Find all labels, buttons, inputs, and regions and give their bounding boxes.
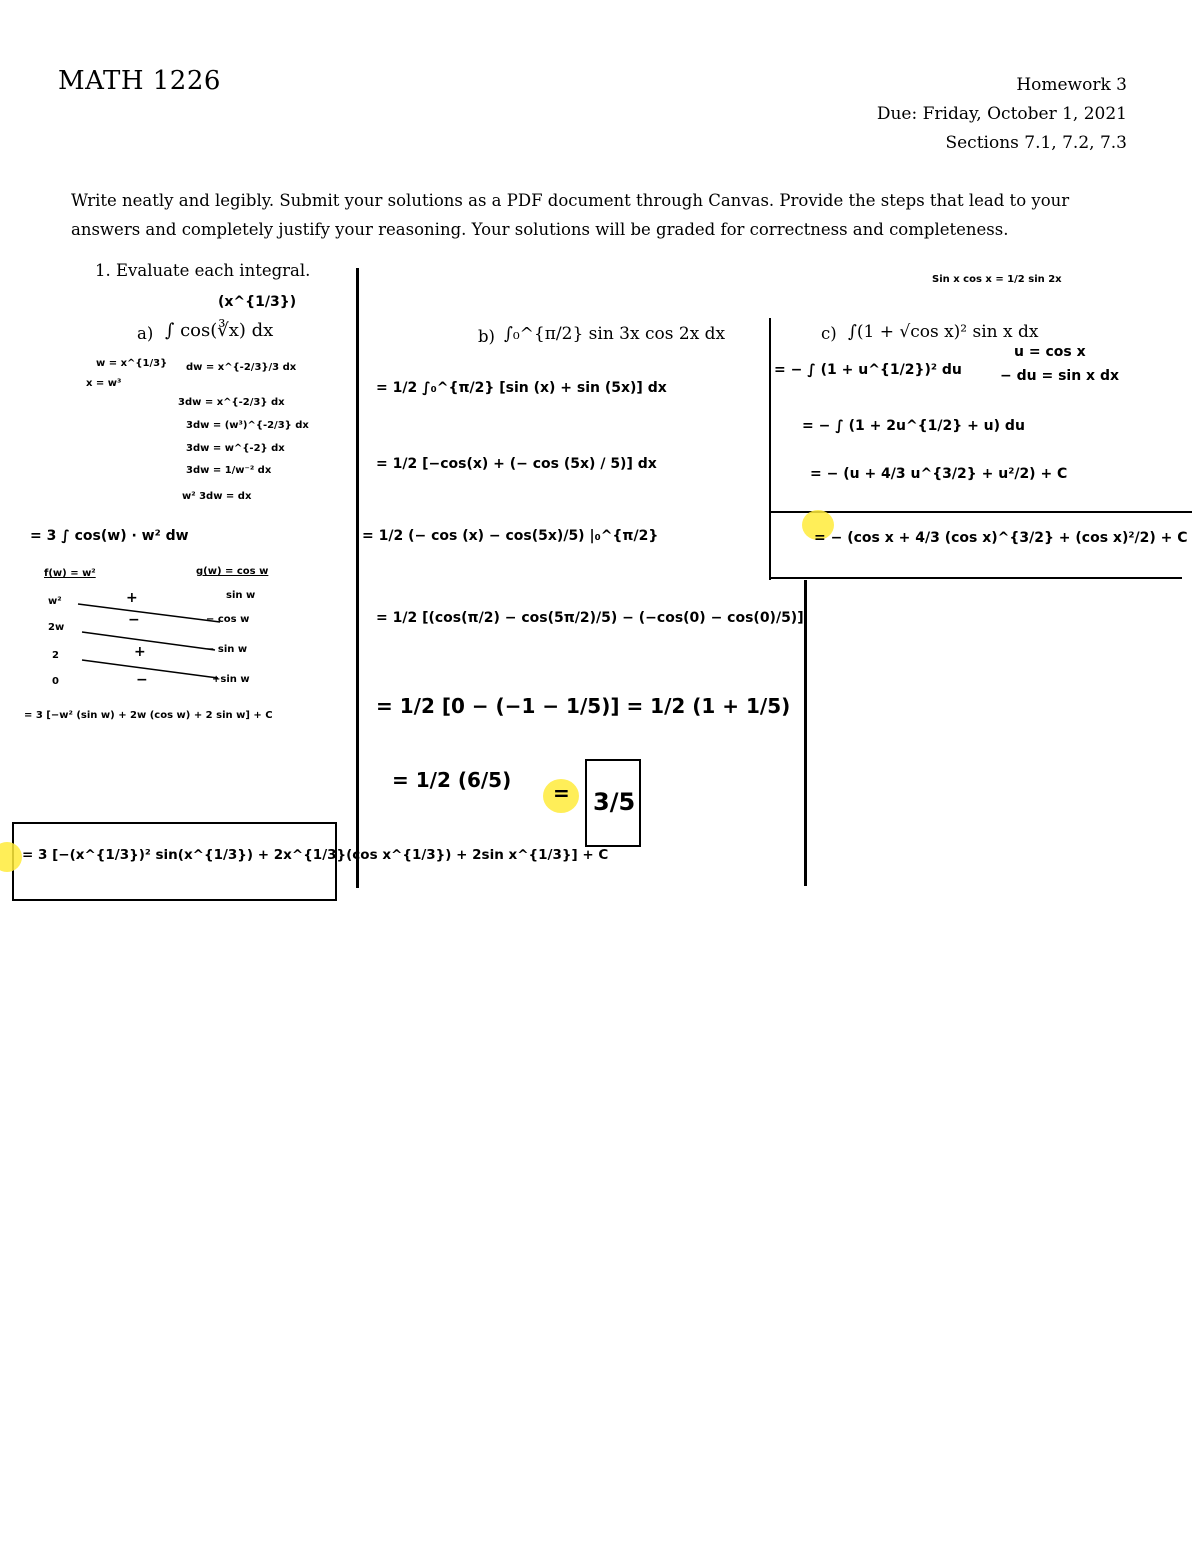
- part-a-sign3: +: [134, 644, 146, 660]
- due-date: Due: Friday, October 1, 2021: [876, 104, 1127, 124]
- part-a-final-answer: = 3 [−(x^{1/3})² sin(x^{1/3}) + 2x^{1/3}(cos x^{1/3}) + 2sin x^{1/3}] + C: [22, 847, 609, 863]
- part-a-sign2: −: [128, 612, 140, 628]
- course-title: MATH 1226: [58, 66, 221, 96]
- part-a-g4: +sin w: [212, 674, 250, 685]
- part-a-note: (x^{1/3}): [218, 294, 297, 310]
- part-a-f1: w²: [48, 596, 62, 607]
- part-a-g-head: g(w) = cos w: [196, 566, 269, 577]
- part-a-integral: ∫ cos(∛x) dx: [165, 320, 274, 341]
- instructions: Write neatly and legibly. Submit your solutions as a PDF document through Canvas. Provide the steps that lead to your answers and completely justify your reasoning. Your solutions will be graded for correctness and completeness.: [71, 191, 1070, 239]
- part-a-sign4: −: [136, 672, 148, 688]
- part-a-f-head: f(w) = w²: [44, 568, 96, 579]
- part-a-g1: sin w: [226, 590, 256, 601]
- tabular-arrows: [70, 598, 270, 688]
- part-c-step3: = − (u + 4/3 u^{3/2} + u²/2) + C: [810, 466, 1068, 482]
- homework-number: Homework 3: [1016, 75, 1127, 95]
- part-a-d1: dw = x^{-2/3}/3 dx: [186, 362, 297, 373]
- part-a-sub1: w = x^{1/3}: [96, 358, 168, 369]
- sections: Sections 7.1, 7.2, 7.3: [945, 133, 1127, 153]
- column-divider-left: [356, 268, 359, 888]
- part-a-d5: 3dw = 1/w⁻² dx: [186, 465, 272, 476]
- part-a-f3: 2: [52, 650, 59, 661]
- part-c-rule: [770, 511, 1192, 513]
- part-a-f2: 2w: [48, 622, 65, 633]
- part-a-d2: 3dw = x^{-2/3} dx: [178, 397, 285, 408]
- part-b-step5: = 1/2 [0 − (−1 − 1/5)] = 1/2 (1 + 1/5): [376, 694, 791, 718]
- part-c-sub: u = cos x: [1014, 344, 1086, 360]
- part-c-label: c): [821, 324, 837, 343]
- part-b-step2: = 1/2 [−cos(x) + (− cos (5x) / 5)] dx: [376, 456, 657, 472]
- part-a-main: = 3 ∫ cos(w) · w² dw: [30, 528, 189, 544]
- part-b-step3: = 1/2 (− cos (x) − cos(5x)/5) |₀^{π/2}: [362, 528, 659, 544]
- part-a-d3: 3dw = (w³)^{-2/3} dx: [186, 420, 309, 431]
- part-a-d4: 3dw = w^{-2} dx: [186, 443, 285, 454]
- part-b-step1: = 1/2 ∫₀^{π/2} [sin (x) + sin (5x)] dx: [376, 380, 667, 396]
- part-c-bottom-rule: [770, 577, 1182, 579]
- part-c-note: Sin x cos x = 1/2 sin 2x: [932, 274, 1062, 285]
- part-a-f4: 0: [52, 676, 59, 687]
- part-b-final-answer: 3/5: [593, 788, 636, 816]
- part-c-final-answer: = − (cos x + 4/3 (cos x)^{3/2} + (cos x)²/2) + C: [814, 530, 1188, 546]
- column-divider-right: [804, 580, 807, 886]
- part-b-equals: =: [553, 781, 570, 805]
- part-c-border: [769, 318, 771, 580]
- part-b-integral: ∫₀^{π/2} sin 3x cos 2x dx: [504, 324, 726, 344]
- part-a-d6: w² 3dw = dx: [182, 491, 252, 502]
- part-a-g3: − sin w: [206, 644, 248, 655]
- part-b-step6: = 1/2 (6/5): [392, 768, 512, 792]
- part-b-step4: = 1/2 [(cos(π/2) − cos(5π/2)/5) − (−cos(0) − cos(0)/5)]: [376, 610, 804, 626]
- part-c-step1: = − ∫ (1 + u^{1/2})² du: [774, 362, 962, 378]
- question-heading: 1. Evaluate each integral.: [95, 261, 311, 280]
- part-c-du: − du = sin x dx: [1000, 368, 1119, 384]
- part-a-sub2: x = w³: [86, 378, 122, 389]
- part-a-sign1: +: [126, 590, 138, 606]
- part-a-result: = 3 [−w² (sin w) + 2w (cos w) + 2 sin w] + C: [24, 710, 273, 721]
- part-a-label: a): [137, 324, 154, 343]
- part-b-label: b): [478, 327, 495, 346]
- part-a-g2: − cos w: [206, 614, 250, 625]
- part-c-integral: ∫(1 + √cos x)² sin x dx: [848, 322, 1039, 342]
- part-c-step2: = − ∫ (1 + 2u^{1/2} + u) du: [802, 418, 1025, 434]
